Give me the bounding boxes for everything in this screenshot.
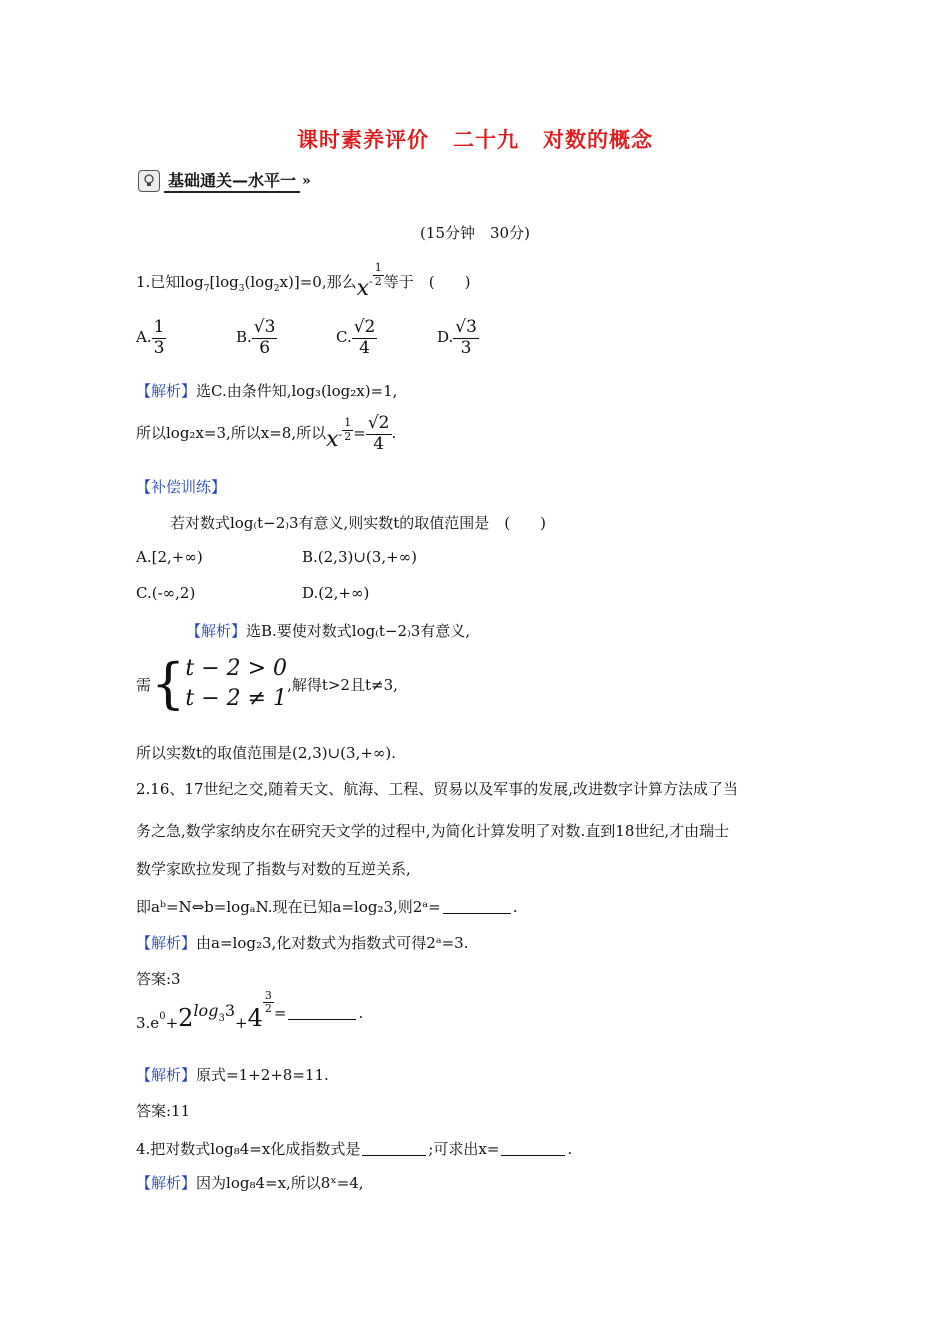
- analysis-tag: 【解析】: [186, 622, 247, 640]
- exp-half: [342, 417, 353, 443]
- supp-tag: 【补偿训练】: [136, 478, 227, 496]
- exp-three-halves: [263, 990, 274, 1016]
- banner-label: 基础通关—水平一: [164, 168, 300, 193]
- exp-zero: 0: [159, 1011, 166, 1022]
- q1-option-c[interactable]: [336, 318, 377, 358]
- var-x: x: [356, 276, 370, 301]
- exp-minus: -: [338, 428, 343, 442]
- base-7: 7: [203, 284, 210, 294]
- q3-pre: 3.e: [136, 1014, 160, 1032]
- solve-text: ,解得t>2且t≠3,: [287, 675, 398, 694]
- option-label: B.: [236, 328, 252, 347]
- exp-minus: -: [369, 275, 373, 288]
- equals: =: [273, 1004, 287, 1022]
- q1-option-a[interactable]: [136, 318, 166, 358]
- base-two: 2: [178, 1004, 194, 1032]
- supp-option-b[interactable]: B.(2,3)∪(3,+∞): [302, 548, 417, 566]
- frac-den: 3: [460, 337, 472, 358]
- frac-den: 2: [264, 1002, 272, 1016]
- frac-num: 1: [344, 415, 352, 429]
- q3-analysis: [136, 1064, 329, 1085]
- supp-conclusion: 所以实数t的取值范围是(2,3)∪(3,+∞).: [136, 744, 397, 762]
- plus: +: [165, 1014, 179, 1032]
- analysis-text: 选C.由条件知,log₃(log₂x)=1,: [196, 382, 398, 400]
- lightbulb-icon: [138, 170, 160, 192]
- inequality-system: [185, 654, 287, 714]
- title-part-1: 课时素养评价: [297, 127, 429, 152]
- analysis-text: 因为log₈4=x,所以8ˣ=4,: [196, 1174, 364, 1192]
- frac-den: 4: [373, 433, 385, 454]
- left-brace-icon: {: [151, 652, 186, 715]
- q4-analysis: [136, 1172, 364, 1193]
- title-part-3: 对数的概念: [543, 127, 653, 152]
- q1-analysis-line2: 所以log₂x=3,所以x=8,所以x- $\frac{1}{2}$ = $\frac{√2}{4}$ .: [136, 413, 397, 454]
- section-banner: [138, 168, 311, 193]
- q1-stem-mid: [log: [209, 273, 239, 291]
- q4-stem-2: ;可求出x=: [428, 1140, 500, 1158]
- q3-answer: 答案:11: [136, 1102, 191, 1120]
- analysis-tag: 【解析】: [136, 1066, 197, 1084]
- q1-option-d[interactable]: [437, 318, 479, 358]
- q2-line3: 数学家欧拉发现了指数与对数的互逆关系,: [136, 860, 411, 878]
- supp-option-d[interactable]: D.(2,+∞): [302, 584, 370, 602]
- q1-stem-mid2: (log: [244, 273, 274, 291]
- frac-num: 1: [153, 317, 165, 337]
- q2-analysis: [136, 932, 469, 953]
- frac-num: √3: [455, 317, 477, 337]
- answer-blank[interactable]: [288, 1018, 356, 1020]
- supp-system: [136, 654, 398, 714]
- frac-num: √2: [353, 317, 376, 337]
- exp-log-arg: 3: [224, 1001, 235, 1020]
- analysis-text: 所以log₂x=3,所以x=8,所以: [136, 424, 327, 443]
- answer-blank-2[interactable]: [501, 1154, 565, 1156]
- exp-log-base: 3: [218, 1013, 225, 1024]
- option-label: C.: [336, 328, 352, 347]
- frac-num: √2: [367, 413, 390, 433]
- inequality-1: t − 2 > 0: [185, 656, 288, 681]
- frac-den: 3: [153, 337, 165, 358]
- analysis-text: 原式=1+2+8=11.: [196, 1066, 329, 1084]
- frac-den: 4: [359, 337, 370, 358]
- q2-line4-text: 即aᵇ=N⇔b=logₐN.现在已知a=log₂3,则2ᵃ=: [136, 898, 441, 916]
- q2-line4: 即aᵇ=N⇔b=logₐN.现在已知a=log₂3,则2ᵃ= .: [136, 898, 518, 916]
- frac-num: √3: [253, 317, 276, 337]
- q1-stem-pre: 1.已知log: [136, 273, 204, 291]
- base-four: 4: [247, 1004, 263, 1032]
- q1-analysis: [136, 380, 397, 401]
- need-text: 需: [136, 675, 152, 694]
- double-chevron-icon: »: [302, 172, 311, 189]
- exp-log: log: [193, 1001, 219, 1020]
- supp-analysis: [186, 620, 470, 641]
- option-label: D.: [437, 328, 454, 347]
- inequality-2: t − 2 ≠ 1: [185, 686, 288, 711]
- q2-line1: 2.16、17世纪之交,随着天文、航海、工程、贸易以及军事的发展,改进数字计算方法成了当: [136, 780, 739, 798]
- plus: +: [235, 1014, 248, 1032]
- answer-blank[interactable]: [443, 912, 511, 914]
- frac-den: 2: [374, 274, 382, 288]
- option-label: A.: [136, 328, 152, 347]
- exp-half: [373, 262, 384, 288]
- q2-answer: 答案:3: [136, 970, 181, 988]
- frac-num: 1: [374, 260, 382, 274]
- analysis-text: 选B.要使对数式log₍t−2₎3有意义,: [246, 622, 471, 640]
- analysis-tag: 【解析】: [136, 382, 197, 400]
- q1-stem: [136, 260, 471, 301]
- q1-stem-tail: 等于 ( ): [383, 273, 471, 291]
- q4-stem-1: 4.把对数式log₈4=x化成指数式是: [136, 1140, 361, 1158]
- supp-option-a[interactable]: A.[2,+∞): [136, 548, 203, 566]
- base-3: 3: [238, 284, 245, 294]
- title-part-2: 二十九: [453, 127, 519, 152]
- q4-stem: 4.把对数式log₈4=x化成指数式是 ;可求出x= .: [136, 1140, 573, 1158]
- q2-line2: 务之急,数学家纳皮尔在研究天文学的过程中,为简化计算发明了对数.直到18世纪,才由瑞士: [136, 822, 730, 840]
- supp-stem: 若对数式log₍t−2₎3有意义,则实数t的取值范围是 ( ): [170, 514, 546, 532]
- analysis-text: 由a=log₂3,化对数式为指数式可得2ᵃ=3.: [196, 934, 469, 952]
- analysis-tag: 【解析】: [136, 934, 197, 952]
- q3-stem: 3.e 0 + 2 log 3 3 + 4 $\frac{3}{2}$ = .: [136, 988, 364, 1032]
- supp-option-c[interactable]: C.(-∞,2): [136, 584, 196, 602]
- q1-option-b[interactable]: [236, 318, 277, 358]
- time-score: (15分钟 30分): [420, 224, 530, 242]
- q1-stem-post: x)]=0,那么: [279, 273, 357, 291]
- frac-den: 2: [344, 429, 352, 443]
- var-x: x: [326, 427, 339, 453]
- frac-den: 6: [259, 337, 271, 358]
- frac-num: 3: [264, 988, 272, 1002]
- analysis-tag: 【解析】: [136, 1174, 197, 1192]
- page-title: [0, 124, 950, 154]
- answer-blank-1[interactable]: [362, 1154, 426, 1156]
- base-2: 2: [273, 284, 280, 294]
